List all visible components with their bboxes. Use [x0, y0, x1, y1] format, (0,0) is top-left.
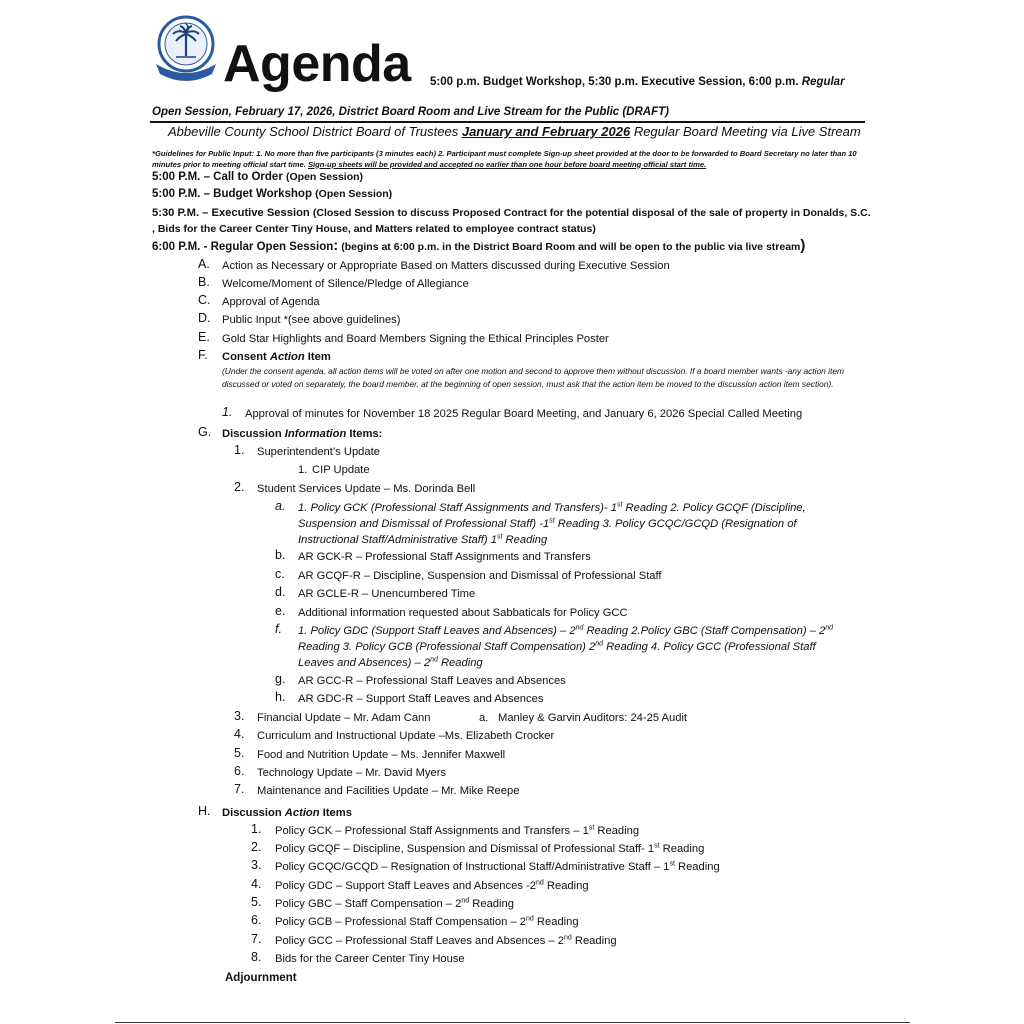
open-session-date-line: Open Session, February 17, 2026, District Board Room and Live Stream for the Public (DRAFT) [152, 106, 669, 118]
consent-action-heading: Consent Action Item [222, 351, 331, 363]
g2-marker: 2. [234, 480, 245, 494]
g1-marker: 1. [234, 443, 245, 457]
item-g-marker: G. [198, 425, 212, 439]
discussion-information-heading: Discussion Information Items: [222, 428, 383, 440]
executive-session-line: 5:30 P.M. – Executive Session (Closed Session to discuss Proposed Contract for the potential disposal of the sale of property in Donalds, S.C. , Bids for the Career Center Tiny House, and Matters related to employee contract status) [152, 207, 871, 235]
item-c-text: Approval of Agenda [222, 296, 320, 308]
consent-item-1-marker: 1. [222, 405, 233, 419]
action-item-3-text: Policy GCQC/GCQD – Resignation of Instructional Staff/Administrative Staff – 1st Reading [275, 860, 720, 873]
g2d-text: AR GCLE-R – Unencumbered Time [298, 588, 476, 600]
g2d-marker: d. [275, 585, 286, 599]
g2c-marker: c. [275, 567, 285, 581]
g2g-text: AR GCC-R – Professional Staff Leaves and Absences [298, 675, 566, 687]
action-item-4-marker: 4. [251, 877, 262, 891]
item-b-text: Welcome/Moment of Silence/Pledge of Allegiance [222, 278, 469, 290]
action-item-3-marker: 3. [251, 858, 262, 872]
item-h-marker: H. [198, 804, 211, 818]
g2f-marker: f. [275, 622, 282, 636]
g2h-text: AR GDC-R – Support Staff Leaves and Absences [298, 693, 544, 705]
call-to-order-line: 5:00 P.M. – Call to Order (Open Session) [152, 171, 364, 183]
action-item-2-marker: 2. [251, 840, 262, 854]
action-item-8-marker: 8. [251, 950, 262, 964]
item-c-marker: C. [198, 293, 211, 307]
g2a-text: 1. Policy GCK (Professional Staff Assignments and Transfers)- 1st Reading 2. Policy GCQF (Discipline, Suspension and Dismissal of Professional Staff) -1st Reading 3. Policy GCQC/GCQD (Resignation of Instructional Staff/Administrative Staff) 1st Reading [298, 501, 806, 546]
action-item-7-text: Policy GCC – Professional Staff Leaves and Absences – 2nd Reading [275, 934, 617, 947]
item-e-marker: E. [198, 330, 210, 344]
g2g-marker: g. [275, 672, 286, 686]
action-item-5-text: Policy GBC – Staff Compensation – 2nd Reading [275, 897, 514, 910]
g2e-marker: e. [275, 604, 286, 618]
g6-text: Technology Update – Mr. David Myers [257, 767, 447, 779]
g1-sub-text: CIP Update [312, 464, 370, 476]
header-divider [150, 121, 865, 123]
agenda-title: Agenda [223, 35, 411, 93]
g4-marker: 4. [234, 727, 245, 741]
g2b-text: AR GCK-R – Professional Staff Assignments and Transfers [298, 551, 591, 563]
g3-sub-marker: a. [479, 712, 489, 724]
public-input-guidelines: *Guidelines for Public Input: 1. No more than five participants (3 minutes each) 2. Participant must complete Sign-up sheet provided at the door to be forwarded to Board Secretary no later than 10 minutes prior to meeting official start time. Sign-up sheets will be provided and accepted no earlier than one hour before board meeting official start time. [152, 149, 857, 169]
action-item-6-text: Policy GCB – Professional Staff Compensation – 2nd Reading [275, 915, 579, 928]
g3-marker: 3. [234, 709, 245, 723]
action-item-1-marker: 1. [251, 822, 262, 836]
g7-text: Maintenance and Facilities Update – Mr. Mike Reepe [257, 785, 520, 797]
g5-text: Food and Nutrition Update – Ms. Jennifer Maxwell [257, 749, 506, 761]
action-item-8-text: Bids for the Career Center Tiny House [275, 953, 465, 965]
g7-marker: 7. [234, 782, 245, 796]
g3-sub-text: Manley & Garvin Auditors: 24-25 Audit [498, 712, 688, 724]
adjournment: Adjournment [225, 972, 297, 984]
action-item-4-text: Policy GDC – Support Staff Leaves and Absences -2nd Reading [275, 879, 589, 892]
g5-marker: 5. [234, 746, 245, 760]
meeting-description: Abbeville County School District Board of Trustees January and February 2026 Regular Board Meeting via Live Stream [168, 124, 861, 139]
action-item-5-marker: 5. [251, 895, 262, 909]
consent-item-1-text: Approval of minutes for November 18 2025 Regular Board Meeting, and January 6, 2026 Special Called Meeting [245, 408, 803, 420]
g1-sub-marker: 1. [298, 464, 308, 476]
g2b-marker: b. [275, 548, 286, 562]
g3-text: Financial Update – Mr. Adam Cann [257, 712, 431, 724]
item-d-marker: D. [198, 311, 211, 325]
item-f-marker: F. [198, 348, 208, 362]
discussion-action-heading: Discussion Action Items [222, 807, 352, 819]
g2a-marker: a. [275, 499, 286, 513]
g1-text: Superintendent’s Update [257, 446, 380, 458]
regular-session-line: 6:00 P.M. - Regular Open Session: (begins at 6:00 p.m. in the District Board Room and will be open to the public via live stream) [152, 237, 806, 254]
item-d-text: Public Input *(see above guidelines) [222, 314, 401, 326]
footer-divider [115, 1022, 910, 1023]
item-e-text: Gold Star Highlights and Board Members Signing the Ethical Principles Poster [222, 333, 609, 345]
action-item-1-text: Policy GCK – Professional Staff Assignments and Transfers – 1st Reading [275, 824, 640, 837]
g2h-marker: h. [275, 690, 286, 704]
item-a-text: Action as Necessary or Appropriate Based on Matters discussed during Executive Session [222, 260, 670, 272]
district-seal-logo [152, 12, 220, 84]
budget-workshop-line: 5:00 P.M. – Budget Workshop (Open Session) [152, 188, 393, 200]
g4-text: Curriculum and Instructional Update –Ms. Elizabeth Crocker [257, 730, 555, 742]
item-b-marker: B. [198, 275, 210, 289]
item-a-marker: A. [198, 257, 210, 271]
g2e-text: Additional information requested about Sabbaticals for Policy GCC [298, 607, 628, 619]
g6-marker: 6. [234, 764, 245, 778]
consent-agenda-note: (Under the consent agenda, all action items will be voted on after one motion and second to approve them without discussion. If a board member wants -any action item discussed or voted on separately, the board member, at the beginning of open session, must ask that the action item be moved to the discussion action item section). [222, 366, 844, 389]
action-item-2-text: Policy GCQF – Discipline, Suspension and Dismissal of Professional Staff- 1st Reading [275, 842, 705, 855]
session-times: 5:00 p.m. Budget Workshop, 5:30 p.m. Executive Session, 6:00 p.m. Regular [430, 76, 845, 88]
action-item-6-marker: 6. [251, 913, 262, 927]
g2f-text: 1. Policy GDC (Support Staff Leaves and Absences) – 2nd Reading 2.Policy GBC (Staff Compensation) – 2nd Reading 3. Policy GCB (Professional Staff Compensation) 2nd Reading 4. Policy GCC (Professional Staff Leaves and Absences) – 2nd Reading [298, 624, 834, 669]
g2c-text: AR GCQF-R – Discipline, Suspension and Dismissal of Professional Staff [298, 570, 662, 582]
action-item-7-marker: 7. [251, 932, 262, 946]
g2-text: Student Services Update – Ms. Dorinda Bell [257, 483, 476, 495]
